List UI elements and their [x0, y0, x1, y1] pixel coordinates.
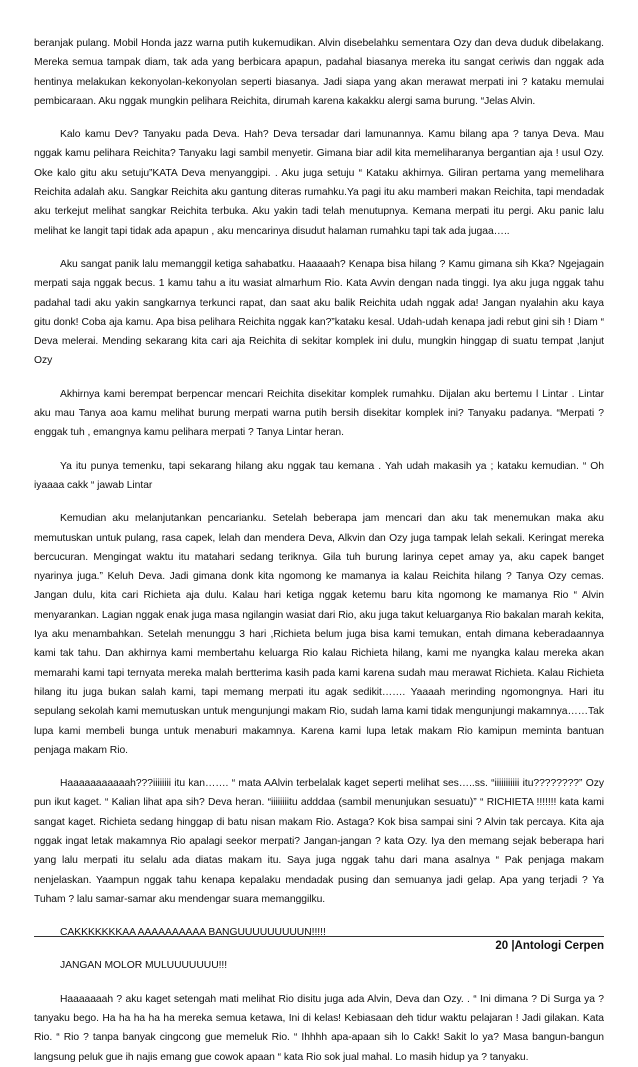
paragraph-2: Kalo kamu Dev? Tanyaku pada Deva. Hah? Deva tersadar dari lamunannya. Kamu bilang apa ? tanya Deva. Mau nggak kamu pelihara Reichita? Tanyaku lagi sambil menyetir. Gimana biar adil kita memeliharanya bergantian aja ! usul Ozy. Oke kalo gitu aku setuju”KATA Deva menyanggipi. . Aku juga setuju “ Kataku akhirnya. Giliran pertama yang memelihara Reichita adalah aku. Sangkar Reichita aku gantung diteras rumahku.Ya pagi itu aku mamberi makan Reichita, tapi mendadak aku terkejut melihat sangkar Reichita terbuka. Aku yakin tadi telah menutupnya. Kemana merpati itu pergi. Aku panic lalu melihat ke langit tapi tidak ada apapun , aku mencarinya disudut halaman rumahku tapi tak ada jugaa….. [34, 129, 604, 237]
paragraph-6: Kemudian aku melanjutankan pencarianku. Setelah beberapa jam mencari dan aku tak menemukan maka aku memutuskan untuk pulang, rasa capek, lelah dan mendera Deva, Alkvin dan Ozy juga tampak lelah sekali. Keringat mereka bercucuran. Mengingat waktu itu matahari sedang teriknya. Gila tuh burung larinya cepet amay ya, aku capek banget nyarinya juga.” Keluh Deva. Jadi gimana donk kita ngomong ke mamanya ia kalau Reichita hilang ? Tanya Ozy cemas. Jangan dulu, kita cari Richieta aja dulu. Kalau hari ketiga nggak ketemu baru kita ngomong ke mamanya Rio “ Alvin menyarankan. Lagian nggak enak juga masa ngilangin wasiat dari Rio, aku juga takut keluarganya Rio bakalan marah kekita, Iya aku menambahkan. Setelah menunggu 3 hari ,Richieta belum juga bisa kami temukan, entah dimana keberadaannya kami tak tahu. Dan akhirnya kami membertahu keluarga Rio kalau Richieta hilang, kami me nyangka kalau mereka akan memarahi kami tapi ternyata mereka malah bertterima kasih pada kami karena sudah mau merawat Richieta. Kalau Richieta hilang itu juga bukan salah kami, tapi memang merpati itu agak sedikit……. Yaaaah merinding ngomongnya. Hari itu sepulang sekolah kami memutuskan untuk mengunjungi makam Rio, sudah lama kami tidak mengunjungi makamnya……Tak lupa kami membeli bunga untuk menaburi makamnya. Karena kami lupa letak makam Rio kamipun meminta bantuan penjaga makam Rio. [34, 513, 604, 756]
footer-page-label: 20 |Antologi Cerpen [495, 940, 604, 952]
page-footer [34, 936, 604, 952]
paragraph-8-shout: CAKKKKKKKAA AAAAAAAAAA BANGUUUUUUUUUN!!!!! [60, 927, 326, 939]
paragraph-3: Aku sangat panik lalu memanggil ketiga sahabatku. Haaaaah? Kenapa bisa hilang ? Kamu gimana sih Kka? Ngejagain merpati saja nggak becus. 1 kamu tahu a itu wasiat almarhum Rio. Kata Avvin dengan nada tinggi. Iya aku juga nggak tahu padahal tadi aku yakin sangkarnya terkunci rapat, dan saat aku balik Reichita udah nggak ada! Jangan nyalahin aku kaya gitu donk! Coba aja kamu. Apa bisa pelihara Reichita nggak kan?”kataku kesal. Udah-udah kenapa jadi rebut gini sih ! Diam “ Deva melerai. Mending sekarang kita cari aja Reichita di sekitar komplek ini dulu, mungkin hinggap di suatu tempat ,lanjut Ozy [34, 258, 604, 367]
paragraph-5: Ya itu punya temenku, tapi sekarang hilang aku nggak tau kemana . Yah udah makasih ya ; kataku kemudian. “ Oh iyaaaa cakk “ jawab Lintar [34, 460, 604, 491]
paragraph-7: Haaaaaaaaaaah???iiiiiiii itu kan……. “ mata AAlvin terbelalak kaget seperti melihat ses…..ss. “iiiiiiiiiii itu????????” Ozy pun ikut kaget. “ Kalian lihat apa sih? Deva heran. “iiiiiiiitu adddaa (sambil menunjukan sesuatu)” “ RICHIETA !!!!!!! kata kami sangat kaget. Richieta sedang hinggap di batu nisan makam Rio. Astaga? Kok bisa sampai sini ? Alvin tak percaya. Kita aja nggak ingat letak makamnya Rio apalagi seekor merpati? Jangan-jangan ? kata Ozy. Iya den memang sejak beberapa hari yang lalu merpati itu selalu ada diatas makam itu. Saya juga nggak tahu dari mana asalnya “ Pak penjaga makam nenjelaskan. Yaampun nggak tahu kenapa kepalaku mendadak pusing dan semuanya jadi gelap. Apa yang terjadi ? Ya Tuham ? lalu samar-samar aku mendengar suara memanggilku. [34, 778, 604, 905]
paragraph-9-shout: JANGAN MOLOR MULUUUUUUU!!! [60, 960, 228, 972]
paragraph-1: beranjak pulang. Mobil Honda jazz warna putih kukemudikan. Alvin disebelahku sementara Ozy dan deva duduk dibelakang. Mereka semua tampak diam, tak ada yang berbicara apapun, padahal biasanya mereka itu sangat ceriwis dan nggak ada hentinya melakukan kekonyolan-kekonyolan seperti biasanya. Jadi siapa yang akan merawat merpati ini ? kataku memulai pembicaraan. Aku nggak mungkin pelihara Reichita, dirumah karena kakakku alergi sama burung. “Jelas Alvin. [34, 38, 604, 107]
paragraph-10: Haaaaaaah ? aku kaget setengah mati melihat Rio disitu juga ada Alvin, Deva dan Ozy. . “ Ini dimana ? Di Surga ya ? tanyaku bego. Ha ha ha ha ha mereka semua ketawa, Ini di kelas! Kebiasaan deh tidur waktu pelajaran ! Jadi gilakan. Kata Rio. “ Rio ? tanpa banyak cingcong gue memeluk Rio. “ Ihhhh apa-apaan sih lo Cakk! Sakit lo ya? Masa bangun-bangun langsung peluk gue ih najis emang gue cowok apaan “ kata Rio sok jual mahal. Lo masih hidup ya ? tanyaku. [34, 993, 604, 1063]
paragraph-4: Akhirnya kami berempat berpencar mencari Reichita disekitar komplek rumahku. Dijalan aku bertemu l Lintar . Lintar aku mau Tanya aoa kamu melihat burung merpati warna putih bersih disekitar komplek ini? Tanyaku padanya. “Merpati ? enggak tuh , emangnya kamu pelihara merpati ? Tanya Lintar heran. [34, 388, 604, 439]
